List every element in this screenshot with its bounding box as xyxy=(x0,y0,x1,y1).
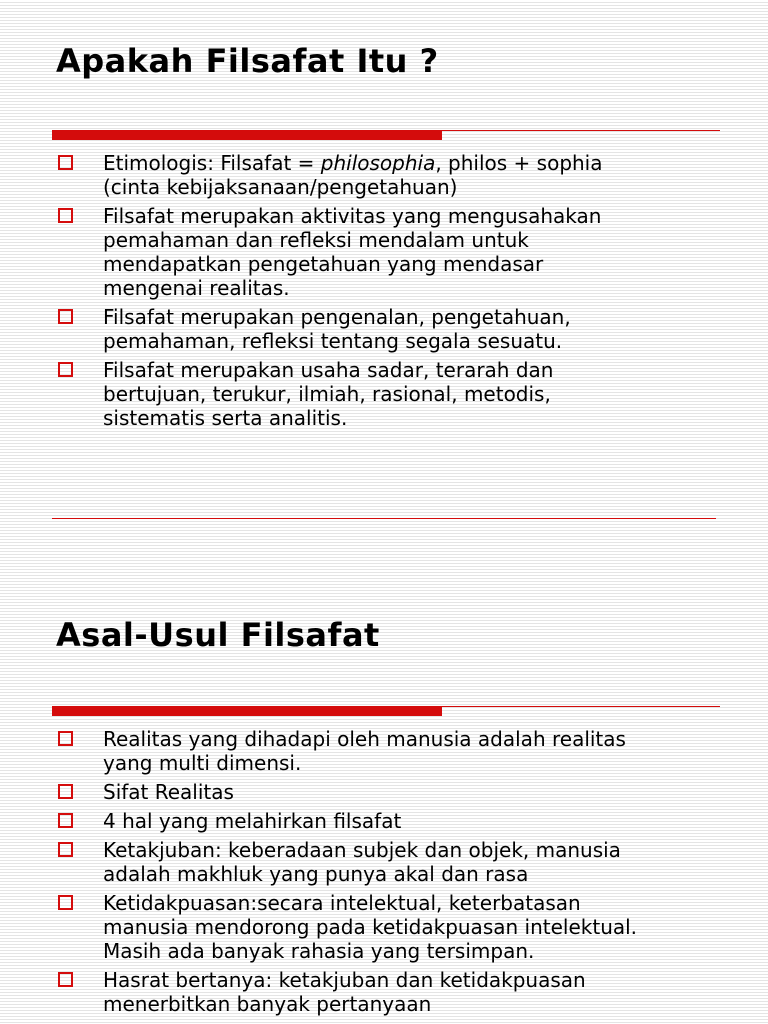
square-bullet-icon xyxy=(58,731,73,746)
bullet-line: Hasrat bertanya: ketakjuban dan ketidakpuasan xyxy=(103,968,586,992)
bullet-line: Masih ada banyak rahasia yang tersimpan. xyxy=(103,939,535,963)
emphasized-term: philosophia xyxy=(320,151,436,175)
bullet-line: Ketidakpuasan:secara intelektual, keterbatasan xyxy=(103,891,581,915)
slide-title: Asal-Usul Filsafat xyxy=(56,616,380,654)
bullet-line: Realitas yang dihadapi oleh manusia adalah realitas xyxy=(103,727,626,751)
bullet-line: manusia mendorong pada ketidakpuasan intelektual. xyxy=(103,915,638,939)
slide-separator xyxy=(52,518,716,519)
bullet-line: sistematis serta analitis. xyxy=(103,406,348,430)
square-bullet-icon xyxy=(58,362,73,377)
bullet-item xyxy=(58,305,748,353)
bullet-item xyxy=(58,727,748,775)
bullet-item xyxy=(58,891,748,963)
bullet-line: Filsafat merupakan aktivitas yang mengusahakan xyxy=(103,204,602,228)
bullet-item xyxy=(58,151,748,199)
bullet-line: yang multi dimensi. xyxy=(103,751,302,775)
bullet-item xyxy=(58,809,748,833)
square-bullet-icon xyxy=(58,784,73,799)
bullet-line: 4 hal yang melahirkan filsafat xyxy=(103,809,402,833)
bullet-line: pemahaman dan refleksi mendalam untuk xyxy=(103,228,529,252)
bullet-line: bertujuan, terukur, ilmiah, rasional, metodis, xyxy=(103,382,551,406)
square-bullet-icon xyxy=(58,842,73,857)
bullet-item xyxy=(58,968,748,1016)
bullet-text-segment: , philos + sophia xyxy=(435,151,603,175)
bullet-line: Sifat Realitas xyxy=(103,780,234,804)
title-underline-thick xyxy=(52,130,442,140)
bullet-list xyxy=(58,727,748,1021)
title-underline xyxy=(52,130,720,141)
title-underline-thick xyxy=(52,706,442,716)
title-underline xyxy=(52,706,720,717)
square-bullet-icon xyxy=(58,208,73,223)
square-bullet-icon xyxy=(58,895,73,910)
bullet-list xyxy=(58,151,748,435)
bullet-item xyxy=(58,838,748,886)
bullet-line: mendapatkan pengetahuan yang mendasar xyxy=(103,252,544,276)
square-bullet-icon xyxy=(58,813,73,828)
bullet-line: Filsafat merupakan usaha sadar, terarah dan xyxy=(103,358,554,382)
bullet-item xyxy=(58,358,748,430)
square-bullet-icon xyxy=(58,155,73,170)
bullet-line: Ketakjuban: keberadaan subjek dan objek, manusia xyxy=(103,838,621,862)
bullet-item xyxy=(58,204,748,300)
title-underline-thin xyxy=(442,706,720,707)
bullet-line: (cinta kebijaksanaan/pengetahuan) xyxy=(103,175,458,199)
bullet-line: mengenai realitas. xyxy=(103,276,290,300)
square-bullet-icon xyxy=(58,972,73,987)
square-bullet-icon xyxy=(58,309,73,324)
bullet-line: Filsafat merupakan pengenalan, pengetahuan, xyxy=(103,305,571,329)
title-underline-thin xyxy=(442,130,720,131)
slide-title: Apakah Filsafat Itu ? xyxy=(56,42,439,80)
bullet-line: menerbitkan banyak pertanyaan xyxy=(103,992,432,1016)
bullet-line xyxy=(103,151,748,175)
bullet-line: adalah makhluk yang punya akal dan rasa xyxy=(103,862,529,886)
bullet-line: pemahaman, refleksi tentang segala sesuatu. xyxy=(103,329,563,353)
bullet-item xyxy=(58,780,748,804)
bullet-text-segment: Etimologis: Filsafat = xyxy=(103,151,321,175)
